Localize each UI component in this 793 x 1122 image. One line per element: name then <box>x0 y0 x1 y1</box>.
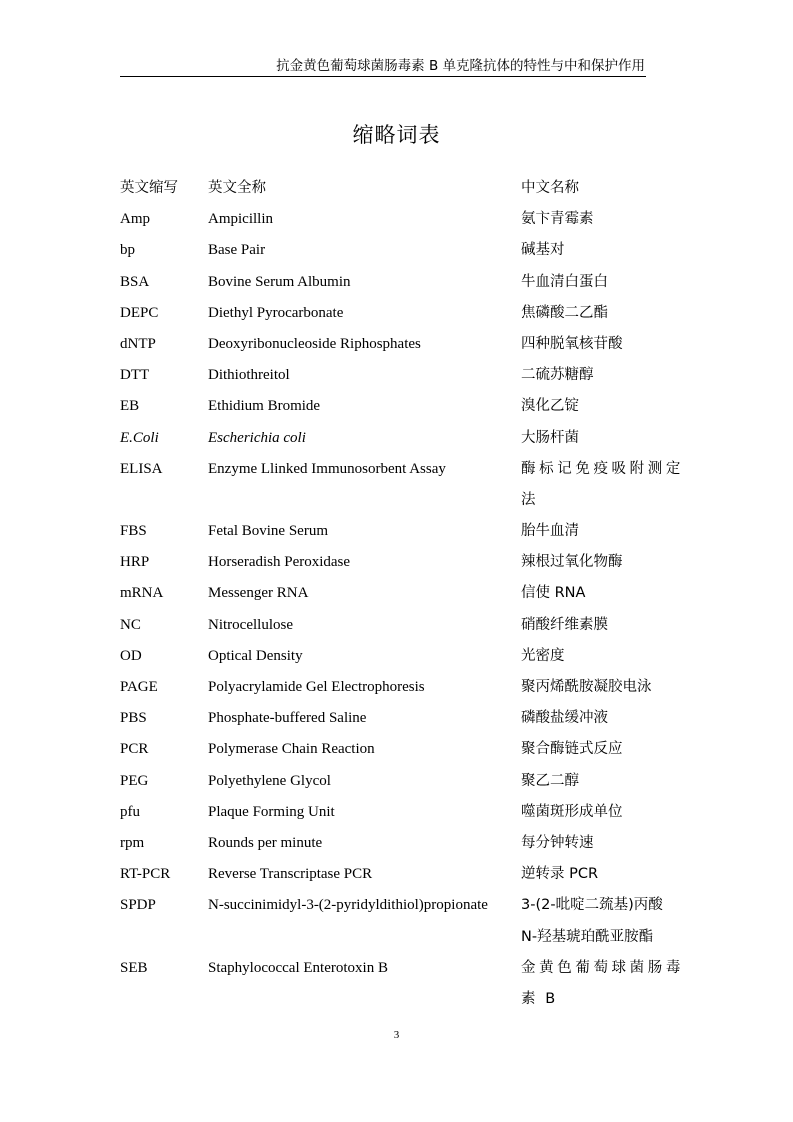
abbr-cell: ELISA <box>120 460 163 477</box>
chinese-name-cell: 四种脱氧核苷酸 <box>521 335 623 352</box>
abbr-cell: EB <box>120 398 140 415</box>
table-row <box>120 547 690 578</box>
chinese-name-cell: 胎牛血清 <box>521 523 579 540</box>
abbr-cell: rpm <box>120 834 145 851</box>
abbr-cell: dNTP <box>120 335 156 352</box>
full-name-cell: Deoxyribonucleoside Riphosphates <box>208 335 421 352</box>
chinese-name-line: 3-(2-吡啶二巯基)丙酸 <box>521 897 663 914</box>
full-name-cell: Plaque Forming Unit <box>208 803 335 820</box>
abbr-cell: RT-PCR <box>120 866 171 883</box>
chinese-name-cell: 聚合酶链式反应 <box>521 741 623 758</box>
table-row <box>120 391 690 422</box>
abbr-cell: HRP <box>120 554 150 571</box>
column-header-cn: 中文名称 <box>521 180 579 196</box>
table-row <box>120 734 690 765</box>
full-name-cell: Enzyme Llinked Immunosorbent Assay <box>208 460 446 477</box>
chinese-name-cell <box>521 890 683 952</box>
full-name-cell: Messenger RNA <box>208 585 309 602</box>
abbr-cell: NC <box>120 616 141 633</box>
table-row <box>120 797 690 828</box>
abbr-cell: PEG <box>120 772 149 789</box>
table-row <box>120 204 690 235</box>
full-name-cell: Optical Density <box>208 647 303 664</box>
chinese-name-cell: 溴化乙锭 <box>521 398 579 415</box>
full-name-cell: Rounds per minute <box>208 834 323 851</box>
abbr-cell: pfu <box>120 803 140 820</box>
abbr-cell: DTT <box>120 367 150 384</box>
chinese-name-cell: 碱基对 <box>521 242 565 259</box>
abbr-cell: FBS <box>120 523 147 540</box>
page-number: 3 <box>393 1029 400 1041</box>
table-row <box>120 454 690 516</box>
chinese-name-cell: 噬菌斑形成单位 <box>521 803 623 820</box>
table-row <box>120 953 690 1015</box>
abbr-cell: PCR <box>120 741 149 758</box>
full-name-cell: Diethyl Pyrocarbonate <box>208 304 344 321</box>
chinese-name-cell: 大肠杆菌 <box>521 429 579 446</box>
table-row <box>120 298 690 329</box>
table-row <box>120 516 690 547</box>
chinese-name-cell: 磷酸盐缓冲液 <box>521 710 608 727</box>
column-header-abbr: 英文缩写 <box>120 180 178 196</box>
full-name-cell: Staphylococcal Enterotoxin B <box>208 959 388 976</box>
table-header-row <box>120 173 690 204</box>
full-name-cell: Escherichia coli <box>208 429 306 446</box>
full-name-cell: Dithiothreitol <box>208 367 290 384</box>
full-name-cell: Ethidium Bromide <box>208 398 321 415</box>
table-row <box>120 890 690 952</box>
full-name-cell: Bovine Serum Albumin <box>208 273 351 290</box>
abbr-cell: BSA <box>120 273 150 290</box>
abbr-cell: SPDP <box>120 897 156 914</box>
chinese-name-cell: 焦磷酸二乙酯 <box>521 304 608 321</box>
abbreviation-table <box>120 173 690 1015</box>
table-row <box>120 703 690 734</box>
abbr-cell: PAGE <box>120 679 158 696</box>
chinese-name-cell: 聚乙二醇 <box>521 772 579 789</box>
abbr-cell: E.Coli <box>120 429 159 446</box>
abbr-cell: OD <box>120 647 142 664</box>
page-title: 缩略词表 <box>352 123 441 147</box>
full-name-cell: Reverse Transcriptase PCR <box>208 866 373 883</box>
column-header-full: 英文全称 <box>208 180 266 196</box>
chinese-name-cell: 辣根过氧化物酶 <box>521 554 623 571</box>
chinese-name-cell: 信使 RNA <box>521 585 586 602</box>
abbr-cell: mRNA <box>120 585 164 602</box>
full-name-cell: Nitrocellulose <box>208 616 293 633</box>
table-row <box>120 766 690 797</box>
abbr-cell: SEB <box>120 959 148 976</box>
chinese-name-line: N-羟基琥珀酰亚胺酯 <box>521 928 654 945</box>
full-name-cell: N-succinimidyl-3-(2-pyridyldithiol)propionate <box>208 897 488 914</box>
table-row <box>120 610 690 641</box>
full-name-cell: Fetal Bovine Serum <box>208 523 328 540</box>
full-name-cell: Horseradish Peroxidase <box>208 554 351 571</box>
full-name-cell: Base Pair <box>208 242 266 259</box>
chinese-name-cell: 逆转录 PCR <box>521 866 599 883</box>
table-row <box>120 672 690 703</box>
table-row <box>120 423 690 454</box>
table-row <box>120 235 690 266</box>
chinese-name-cell: 硝酸纤维素膜 <box>521 616 608 633</box>
chinese-name-cell: 二硫苏糖醇 <box>521 367 594 384</box>
chinese-name-cell: 牛血清白蛋白 <box>521 273 608 290</box>
full-name-cell: Phosphate-buffered Saline <box>208 710 367 727</box>
table-row <box>120 329 690 360</box>
full-name-cell: Ampicillin <box>208 211 273 228</box>
chinese-name-cell: 每分钟转速 <box>521 834 594 851</box>
table-row <box>120 859 690 890</box>
abbr-cell: DEPC <box>120 304 159 321</box>
table-row <box>120 578 690 609</box>
full-name-cell: Polymerase Chain Reaction <box>208 741 375 758</box>
abbr-cell: bp <box>120 242 135 259</box>
abbr-cell: Amp <box>120 211 150 228</box>
abbr-cell: PBS <box>120 710 147 727</box>
running-header: 抗金黄色葡萄球菌肠毒素 B 单克隆抗体的特性与中和保护作用 <box>276 58 645 74</box>
chinese-name-cell: 酶标记免疫吸附测定法 <box>521 460 683 508</box>
chinese-name-cell: 金黄色葡萄球菌肠毒素 B <box>521 959 683 1007</box>
chinese-name-cell: 氨卞青霉素 <box>521 211 594 228</box>
table-row <box>120 828 690 859</box>
table-row <box>120 360 690 391</box>
table-row <box>120 267 690 298</box>
chinese-name-cell: 光密度 <box>521 647 565 664</box>
full-name-cell: Polyacrylamide Gel Electrophoresis <box>208 679 425 696</box>
full-name-cell: Polyethylene Glycol <box>208 772 331 789</box>
table-row <box>120 641 690 672</box>
header-rule <box>120 76 646 77</box>
chinese-name-cell: 聚丙烯酰胺凝胶电泳 <box>521 679 652 696</box>
